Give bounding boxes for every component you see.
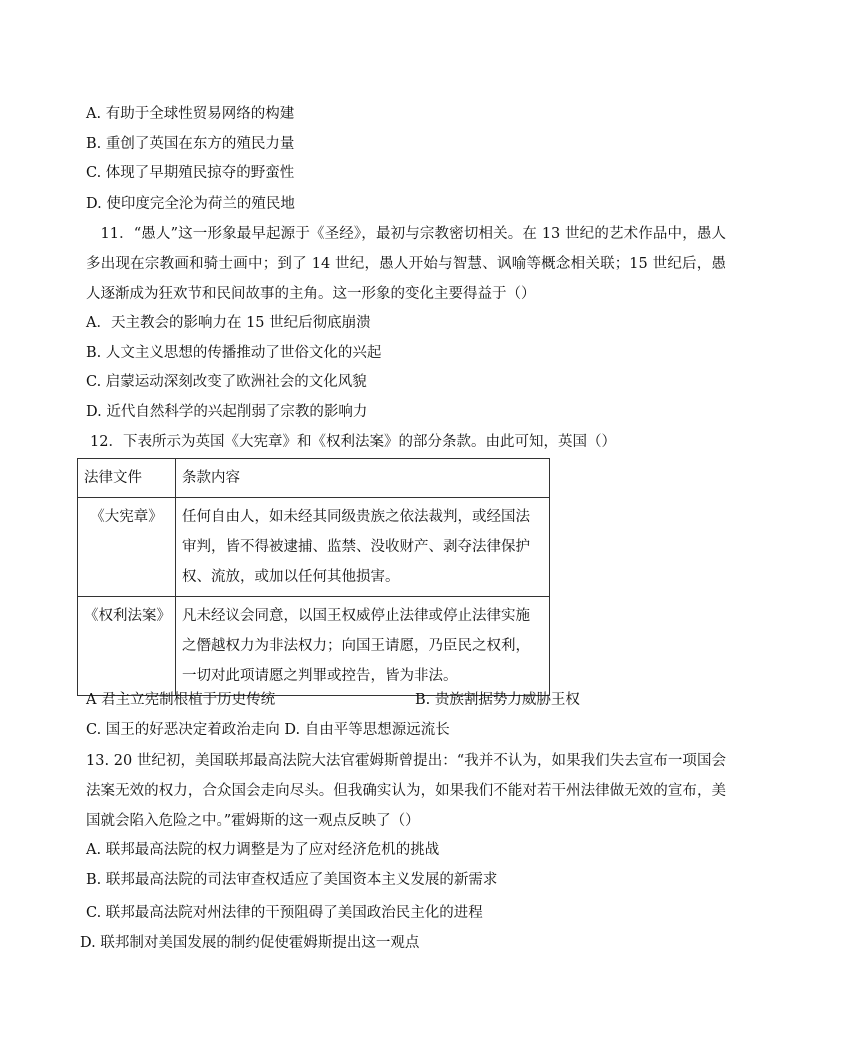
- q13-option-b: B. 联邦最高法院的司法审查权适应了美国资本主义发展的新需求: [86, 872, 498, 888]
- table-header-cell: 法律文件: [78, 459, 176, 498]
- q11-stem: 11．“愚人”这一形象最早起源于《圣经》，最初与宗教密切相关。在 13 世纪的艺术作品中，愚人多出现在宗教画和骑士画中；到了 14 世纪，愚人开始与智慧、讽喻等概念相关联；15 世纪后，愚人逐渐成为狂欢节和民间故事的主角。这一形象的变化主要得益于（）: [86, 226, 726, 302]
- q12-option-cd: C. 国王的好恶决定着政治走向 D. 自由平等思想源远流长: [86, 722, 450, 738]
- table-header-cell: 条款内容: [176, 459, 550, 498]
- q10-option-c: C. 体现了早期殖民掠夺的野蛮性: [86, 165, 295, 181]
- q10-option-b: B. 重创了英国在东方的殖民力量: [86, 136, 295, 152]
- q11-option-b: B. 人文主义思想的传播推动了世俗文化的兴起: [86, 345, 382, 361]
- q10-option-a: A. 有助于全球性贸易网络的构建: [86, 106, 295, 122]
- q11-option-a: A．天主教会的影响力在 15 世纪后彻底崩溃: [86, 315, 371, 331]
- q11-option-c: C. 启蒙运动深刻改变了欧洲社会的文化风貌: [86, 374, 367, 390]
- q11-option-d: D. 近代自然科学的兴起削弱了宗教的影响力: [86, 404, 368, 420]
- law-table: [77, 458, 550, 696]
- q13-option-a: A. 联邦最高法院的权力调整是为了应对经济危机的挑战: [86, 842, 440, 858]
- table-cell-content: 任何自由人，如未经其同级贵族之依法裁判，或经国法审判，皆不得被逮捕、监禁、没收财产、剥夺法律保护权、流放，或加以任何其他损害。: [176, 498, 550, 597]
- q13-stem: 13. 20 世纪初，美国联邦最高法院大法官霍姆斯曾提出：“我并不认为，如果我们失去宣布一项国会法案无效的权力，合众国会走向尽头。但我确实认为，如果我们不能对若干州法律做无效的宣布，美国就会陷入危险之中。”霍姆斯的这一观点反映了（）: [86, 753, 726, 829]
- q12-option-a: A 君主立宪制根植于历史传统: [86, 692, 276, 708]
- table-cell-content: 凡未经议会同意，以国王权威停止法律或停止法律实施之僭越权力为非法权力；向国王请愿，乃臣民之权利，一切对此项请愿之判罪或控告，皆为非法。: [176, 597, 550, 696]
- table-cell-document: 《权利法案》: [78, 597, 176, 696]
- q13-option-d: D. 联邦制对美国发展的制约促使霍姆斯提出这一观点: [80, 935, 420, 951]
- table-row: [78, 498, 550, 597]
- table-cell-document: 《大宪章》: [78, 498, 176, 597]
- q13-option-c: C. 联邦最高法院对州法律的干预阻碍了美国政治民主化的进程: [86, 905, 483, 921]
- q12-stem: 12．下表所示为英国《大宪章》和《权利法案》的部分条款。由此可知，英国（）: [90, 434, 616, 450]
- q12-option-b: B. 贵族割据势力威胁王权: [415, 692, 580, 708]
- table-row: [78, 597, 550, 696]
- q10-option-d: D. 使印度完全沦为荷兰的殖民地: [86, 196, 295, 212]
- table-header-row: [78, 459, 550, 498]
